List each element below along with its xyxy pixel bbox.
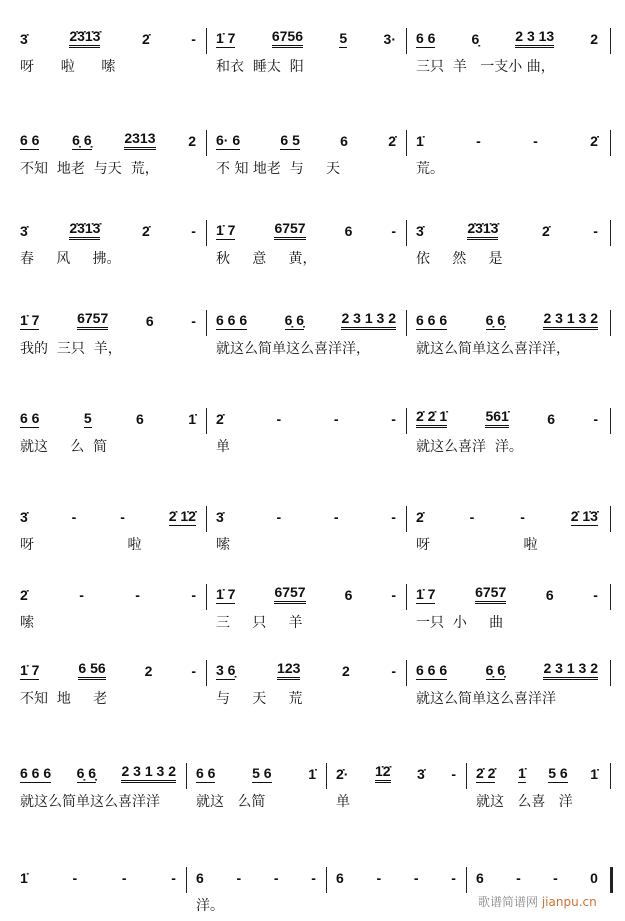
note-group: - xyxy=(71,509,77,525)
measure xyxy=(410,124,612,184)
barline xyxy=(206,220,207,246)
system xyxy=(0,124,625,184)
note-group: 2̇ xyxy=(541,223,550,239)
notes xyxy=(14,757,190,783)
note-group: 1̇ xyxy=(188,411,196,427)
note-group: - xyxy=(191,31,196,47)
watermark xyxy=(478,893,597,910)
notes xyxy=(210,654,410,680)
note-group: - xyxy=(391,223,396,239)
measure xyxy=(410,654,612,714)
system xyxy=(0,654,625,714)
note-group: 3̇ xyxy=(216,509,224,525)
notes xyxy=(14,214,210,240)
note-group: 2̇ 1̇2̇ xyxy=(168,508,196,524)
note-group: 6̣ 6̣ xyxy=(72,132,92,148)
note-group: 1̇ 7 xyxy=(416,586,436,602)
barline xyxy=(206,310,207,336)
lyrics: 嗦 xyxy=(216,537,230,553)
system xyxy=(0,757,625,817)
lyrics: 三只 羊 一支小 曲， xyxy=(416,59,555,75)
note-group: 6 6 xyxy=(416,30,436,46)
notes xyxy=(410,654,612,680)
notes xyxy=(210,124,410,150)
notes xyxy=(190,757,330,783)
measure xyxy=(410,402,612,462)
lyrics: 就这么简单这么喜洋洋， xyxy=(416,341,570,357)
measure xyxy=(410,578,612,638)
note-group: 6757 xyxy=(274,584,305,604)
lyrics: 呀 啦 嗦 xyxy=(20,59,116,75)
note-group: - xyxy=(476,133,481,149)
barline xyxy=(610,220,611,246)
notes xyxy=(210,304,410,330)
note-group: 6 xyxy=(344,223,353,239)
notes xyxy=(410,578,612,604)
measure xyxy=(410,500,612,560)
note-group: - xyxy=(391,411,396,427)
note-group: - xyxy=(191,313,196,329)
note-group: 2̇ 1̇3̇ xyxy=(570,508,598,524)
lyrics: 和衣 睡太 阳 xyxy=(216,59,304,75)
note-group: 2̇ 2̇ xyxy=(476,765,496,781)
note-group: 6 56 xyxy=(78,660,105,680)
note-group: 2 3 1 3 2 xyxy=(543,310,598,330)
note-group: 6 6 6 xyxy=(416,662,448,678)
note-group: - xyxy=(391,509,396,525)
note-group: 1̇ xyxy=(20,870,28,886)
note-group: 3̇ xyxy=(20,223,28,239)
barline xyxy=(186,867,187,893)
note-group: 2̇ xyxy=(416,509,424,525)
measure xyxy=(14,861,190,921)
measure xyxy=(330,757,470,817)
lyrics: 就这么简单这么喜洋洋 xyxy=(20,794,160,810)
note-group: 6 xyxy=(340,133,348,149)
note-group: 6 xyxy=(545,587,554,603)
note-group: 2 3 1 3 2 xyxy=(543,660,598,680)
note-group: - xyxy=(413,870,419,886)
note-group: - xyxy=(520,509,525,525)
notes xyxy=(14,578,210,604)
barline xyxy=(406,584,407,610)
note-group: 2̇3̇1̇3̇ xyxy=(69,28,100,48)
final-barline xyxy=(610,867,613,893)
note-group: - xyxy=(516,870,521,886)
measure xyxy=(14,124,210,184)
barline xyxy=(610,660,611,686)
measure xyxy=(470,757,612,817)
measure xyxy=(14,757,190,817)
notes xyxy=(410,500,612,526)
note-group: 6 xyxy=(136,411,144,427)
watermark-site: jianpu.cn xyxy=(541,895,597,909)
note-group: 6 xyxy=(336,870,344,886)
note-group: 1̇ xyxy=(416,133,424,149)
note-group: 2 xyxy=(590,31,598,47)
measure xyxy=(210,500,410,560)
notes xyxy=(410,402,612,428)
note-group: - xyxy=(311,870,316,886)
measure xyxy=(14,214,210,274)
note-group: - xyxy=(451,766,456,782)
system xyxy=(0,402,625,462)
note-group: 2̇3̇1̇3̇ xyxy=(467,220,498,240)
lyrics: 秋 意 黄， xyxy=(216,251,317,267)
note-group: 561̇ xyxy=(485,408,508,428)
note-group: 1̇ xyxy=(517,765,526,781)
lyrics: 单 xyxy=(216,439,230,455)
note-group: 6 6 xyxy=(196,765,216,781)
note-group: - xyxy=(376,870,382,886)
barline xyxy=(206,130,207,156)
lyrics: 洋。 xyxy=(196,898,224,914)
barline xyxy=(206,660,207,686)
note-group: 2̇ xyxy=(216,411,224,427)
note-group: 6 6 6 xyxy=(216,312,248,328)
note-group: 6 5 xyxy=(280,132,300,148)
measure xyxy=(210,214,410,274)
notes xyxy=(470,861,612,887)
system xyxy=(0,214,625,274)
note-group: - xyxy=(469,509,475,525)
note-group: - xyxy=(79,587,84,603)
notes xyxy=(410,304,612,330)
note-group: 2̇· xyxy=(336,766,349,782)
lyrics: 不知 地老 与天 荒， xyxy=(20,161,159,177)
watermark-cn: 歌谱简谱网 xyxy=(478,895,539,909)
note-group: 2 xyxy=(341,663,350,679)
barline xyxy=(326,867,327,893)
measure xyxy=(410,214,612,274)
lyrics: 就这 么 简 xyxy=(20,439,108,455)
notes xyxy=(14,861,190,887)
barline xyxy=(610,28,611,54)
lyrics: 春 风 拂。 xyxy=(20,251,121,267)
lyrics: 荒。 xyxy=(416,161,444,177)
note-group: - xyxy=(191,587,196,603)
note-group: 2̇ xyxy=(388,133,396,149)
barline xyxy=(466,867,467,893)
lyrics: 就这 么简 xyxy=(196,794,266,810)
note-group: - xyxy=(451,870,456,886)
note-group: 0 xyxy=(590,870,598,886)
note-group: 6· 6 xyxy=(216,132,241,148)
barline xyxy=(466,763,467,789)
note-group: - xyxy=(273,870,279,886)
lyrics: 就这么喜洋 洋。 xyxy=(416,439,523,455)
note-group: 5 6 xyxy=(252,765,272,781)
notes xyxy=(190,861,330,887)
system xyxy=(0,22,625,82)
barline xyxy=(206,28,207,54)
notes xyxy=(210,578,410,604)
barline xyxy=(206,506,207,532)
note-group: 5 6 xyxy=(548,765,568,781)
note-group: 2̇3̇1̇3̇ xyxy=(69,220,100,240)
note-group: - xyxy=(391,663,396,679)
notes xyxy=(210,22,410,48)
note-group: - xyxy=(72,870,78,886)
notes xyxy=(14,304,210,330)
lyrics: 就这么简单这么喜洋洋， xyxy=(216,341,370,357)
barline xyxy=(610,130,611,156)
note-group: 6 6 6 xyxy=(416,312,448,328)
notes xyxy=(14,654,210,680)
notes xyxy=(330,861,470,887)
note-group: 2̇ xyxy=(141,223,150,239)
measure xyxy=(210,578,410,638)
note-group: - xyxy=(191,663,196,679)
note-group: - xyxy=(135,587,140,603)
note-group: 6̣ xyxy=(471,31,480,47)
lyrics: 一只 小 曲 xyxy=(416,615,504,631)
barline xyxy=(186,763,187,789)
note-group: - xyxy=(593,223,598,239)
lyrics: 三 只 羊 xyxy=(216,615,303,631)
note-group: 1̇ 7 xyxy=(20,662,40,678)
measure xyxy=(210,402,410,462)
measure xyxy=(190,757,330,817)
note-group: 2 3 1 3 2 xyxy=(121,763,176,783)
notes xyxy=(410,214,612,240)
measure xyxy=(410,304,612,364)
barline xyxy=(610,408,611,434)
note-group: 6 xyxy=(476,870,484,886)
note-group: - xyxy=(276,411,282,427)
barline xyxy=(610,506,611,532)
lyrics: 就这么简单这么喜洋洋 xyxy=(416,691,556,707)
lyrics: 呀 啦 xyxy=(20,537,142,553)
system xyxy=(0,500,625,560)
notes xyxy=(14,22,210,48)
lyrics: 嗦 xyxy=(20,615,34,631)
barline xyxy=(406,408,407,434)
lyrics: 单 xyxy=(336,794,350,810)
measure xyxy=(14,578,210,638)
note-group: 2 3 13 xyxy=(515,28,554,48)
measure xyxy=(14,654,210,714)
note-group: 2 xyxy=(188,133,196,149)
notes xyxy=(14,402,210,428)
note-group: 1̇ 7 xyxy=(20,312,40,328)
note-group: 2̇ xyxy=(20,587,28,603)
note-group: 3̇ xyxy=(417,766,425,782)
lyrics: 不知 地 老 xyxy=(20,691,108,707)
note-group: 1̇ 7 xyxy=(216,586,236,602)
measure xyxy=(330,861,470,921)
lyrics: 与 天 荒 xyxy=(216,691,303,707)
barline xyxy=(406,506,407,532)
barline xyxy=(206,408,207,434)
note-group: 3̇ xyxy=(416,223,424,239)
barline xyxy=(326,763,327,789)
measure xyxy=(210,124,410,184)
note-group: - xyxy=(533,133,538,149)
note-group: - xyxy=(593,411,598,427)
note-group: - xyxy=(171,870,176,886)
note-group: - xyxy=(553,870,558,886)
note-group: 3̇ xyxy=(20,31,28,47)
note-group: 6757 xyxy=(274,220,305,240)
note-group: 2313 xyxy=(124,130,155,150)
note-group: 6756 xyxy=(272,28,303,48)
notes xyxy=(330,757,470,783)
measure xyxy=(14,500,210,560)
notes xyxy=(210,402,410,428)
lyrics: 呀 啦 xyxy=(416,537,538,553)
system xyxy=(0,304,625,364)
note-group: 1̇ 7 xyxy=(216,30,236,46)
note-group: 6 6 xyxy=(20,132,40,148)
lyrics: 就这 么喜 洋 xyxy=(476,794,573,810)
lyrics: 我的 三只 羊， xyxy=(20,341,122,357)
note-group: - xyxy=(236,870,242,886)
measure xyxy=(210,22,410,82)
measure xyxy=(14,304,210,364)
note-group: - xyxy=(121,870,127,886)
barline xyxy=(610,310,611,336)
measure xyxy=(210,304,410,364)
notes xyxy=(14,124,210,150)
note-group: - xyxy=(120,509,125,525)
note-group: 3 6̣ xyxy=(216,662,236,678)
notes xyxy=(210,214,410,240)
measure xyxy=(210,654,410,714)
note-group: 6 xyxy=(145,313,154,329)
note-group: 2 3 1 3 2 xyxy=(341,310,396,330)
note-group: 6757 xyxy=(475,584,506,604)
measure xyxy=(190,861,330,921)
barline xyxy=(206,584,207,610)
note-group: 2̇ xyxy=(141,31,150,47)
note-group: 3̇ xyxy=(20,509,28,525)
measure xyxy=(470,861,612,921)
note-group: 1̇ 7 xyxy=(216,222,236,238)
barline xyxy=(610,763,611,789)
notes xyxy=(410,124,612,150)
note-group: 1̇ xyxy=(308,766,316,782)
barline xyxy=(610,584,611,610)
note-group: 6 xyxy=(547,411,555,427)
lyrics: 不 知 地老 与 天 xyxy=(216,161,341,177)
barline xyxy=(406,660,407,686)
barline xyxy=(406,310,407,336)
notes xyxy=(210,500,410,526)
note-group: 6 6 6 xyxy=(20,765,52,781)
note-group: - xyxy=(391,587,396,603)
note-group: 123 xyxy=(277,660,300,680)
note-group: 6̣ 6̣ xyxy=(284,312,305,328)
system xyxy=(0,578,625,638)
note-group: - xyxy=(191,223,196,239)
measure xyxy=(410,22,612,82)
barline xyxy=(406,130,407,156)
notes xyxy=(470,757,612,783)
note-group: 5 xyxy=(339,30,348,46)
measure xyxy=(14,22,210,82)
note-group: - xyxy=(593,587,598,603)
note-group: 6̣ 6̣ xyxy=(485,662,506,678)
note-group: 1̇2̇ xyxy=(375,763,391,783)
note-group: - xyxy=(333,411,339,427)
notes xyxy=(410,22,612,48)
system xyxy=(0,861,625,921)
note-group: 5 xyxy=(83,410,92,426)
note-group: - xyxy=(276,509,282,525)
barline xyxy=(406,28,407,54)
note-group: 2 xyxy=(144,663,153,679)
note-group: - xyxy=(333,509,339,525)
note-group: 6 xyxy=(344,587,353,603)
note-group: 6 xyxy=(196,870,204,886)
note-group: 6757 xyxy=(77,310,108,330)
note-group: 2̇ xyxy=(590,133,598,149)
note-group: 2̇ 2̇ 1̇ xyxy=(416,408,447,428)
note-group: 6̣ 6̣ xyxy=(76,765,97,781)
notes xyxy=(14,500,210,526)
measure xyxy=(14,402,210,462)
note-group: 1̇ xyxy=(590,766,598,782)
note-group: 6 6 xyxy=(20,410,40,426)
note-group: 3· xyxy=(383,31,396,47)
note-group: 6̣ 6̣ xyxy=(485,312,506,328)
lyrics: 依 然 是 xyxy=(416,251,503,267)
barline xyxy=(406,220,407,246)
